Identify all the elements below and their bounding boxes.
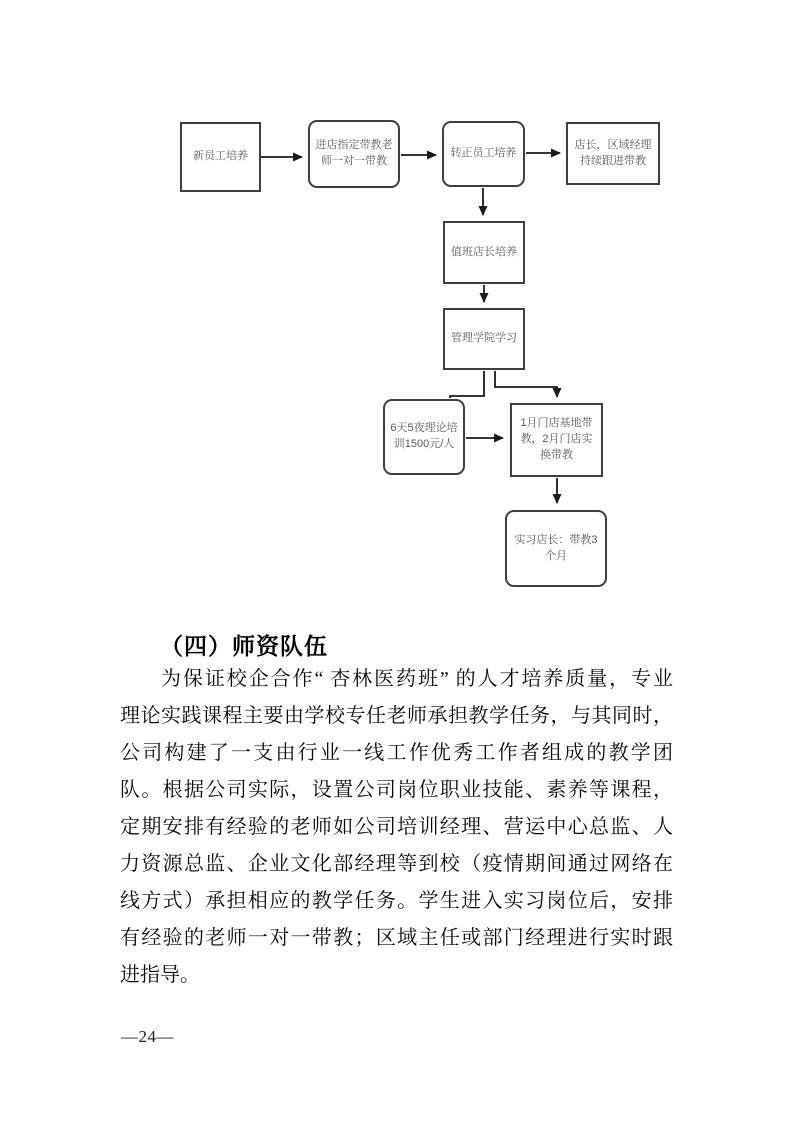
paragraph-line: 公司构建了一支由行业一线工作优秀工作者组成的教学团 <box>120 742 673 764</box>
page-number: —24— <box>121 1027 174 1046</box>
paragraph-line: 有经验的老师一对一带教；区域主任或部门经理进行实时跟 <box>120 927 673 949</box>
flow-box-label: 转正员工培养 <box>450 147 517 160</box>
flow-box-one-on-one-mentoring <box>308 120 400 188</box>
paragraph-line: 队。根据公司实际，设置公司岗位职业技能、素养等课程， <box>120 779 673 801</box>
flow-box-theory-training-fee <box>383 399 465 475</box>
flow-box-new-employee-training <box>180 122 261 192</box>
paragraph-line: 进指导。 <box>120 964 200 986</box>
arrow-academy-to-store-base <box>495 371 557 397</box>
flow-box-label: 管理学院学习 <box>451 332 517 345</box>
section-heading: （四）师资队伍 <box>160 634 328 659</box>
flow-box-label: 实习店长：带教3个月 <box>514 533 598 562</box>
flow-box-regular-employee-training <box>442 121 525 187</box>
flow-box-label: 新员工培养 <box>193 150 248 163</box>
flow-box-store-base-mentoring <box>510 403 603 477</box>
paragraph-line: 理论实践课程主要由学校专任老师承担教学任务，与其同时， <box>120 705 673 727</box>
flow-box-label: 店长，区域经理持续跟进带教 <box>574 138 652 167</box>
paragraph-line: 线方式）承担相应的教学任务。学生进入实习岗位后，安排 <box>120 890 673 912</box>
paragraph-line: 力资源总监、企业文化部经理等到校（疫情期间通过网络在 <box>120 853 673 875</box>
flow-box-label: 值班店长培养 <box>451 245 517 258</box>
flow-box-duty-store-manager-training <box>443 221 525 284</box>
paragraph-line: 为保证校企合作“ 杏林医药班” 的人才培养质量，专业 <box>161 668 673 690</box>
flow-box-label: 进店指定带教老师一对一带教 <box>315 139 393 167</box>
flow-box-manager-follow-up <box>566 122 660 185</box>
connector-academy-to-theory-training <box>450 371 484 398</box>
flow-box-label: 1月门店基地带教，2月门店实换带教 <box>520 417 593 461</box>
paragraph-line: 定期安排有经验的老师如公司培训经理、营运中心总监、人 <box>120 816 673 838</box>
flow-box-label: 6天5夜理论培训1500元/人 <box>390 422 458 450</box>
flow-box-management-academy-study <box>443 308 525 370</box>
flow-box-intern-store-manager <box>505 510 607 587</box>
body-paragraph <box>120 661 673 994</box>
